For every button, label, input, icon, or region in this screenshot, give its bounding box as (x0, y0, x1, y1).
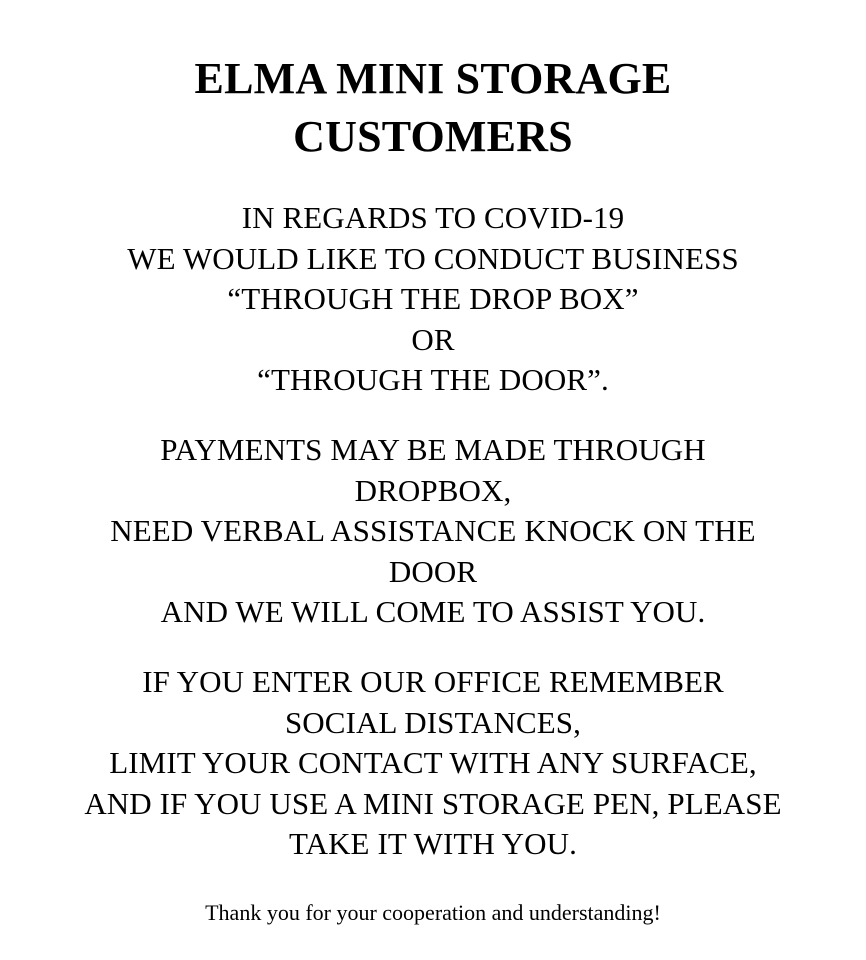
notice-title (0, 50, 866, 166)
text-line: “THROUGH THE DOOR”. (257, 362, 609, 397)
text-line: DOOR (388, 553, 478, 589)
text-line: DROPBOX, (354, 472, 512, 508)
text-line: TAKE IT WITH YOU. (289, 826, 577, 861)
title-line: CUSTOMERS (293, 112, 573, 161)
text-line: AND WE WILL COME TO ASSIST YOU. (160, 594, 706, 629)
covid-business-paragraph (0, 198, 866, 401)
closing-thanks: Thank you for your cooperation and understanding! (205, 900, 661, 925)
text-line: AND IF YOU USE A MINI STORAGE PEN, PLEASE (84, 785, 782, 821)
text-line: “THROUGH THE DROP BOX” (227, 281, 639, 316)
text-line: IF YOU ENTER OUR OFFICE REMEMBER (142, 664, 724, 699)
payments-paragraph (0, 430, 866, 633)
text-line: NEED VERBAL ASSISTANCE KNOCK ON THE (110, 513, 756, 548)
text-line: WE WOULD LIKE TO CONDUCT BUSINESS (127, 240, 739, 276)
text-line: IN REGARDS TO COVID-19 (241, 200, 625, 235)
text-line: OR (411, 321, 455, 357)
text-line: LIMIT YOUR CONTACT WITH ANY SURFACE, (109, 745, 757, 780)
title-line: ELMA MINI STORAGE (194, 54, 672, 103)
office-guidelines-paragraph (0, 662, 866, 865)
text-line: SOCIAL DISTANCES, (284, 704, 582, 740)
text-line: PAYMENTS MAY BE MADE THROUGH (160, 432, 706, 467)
